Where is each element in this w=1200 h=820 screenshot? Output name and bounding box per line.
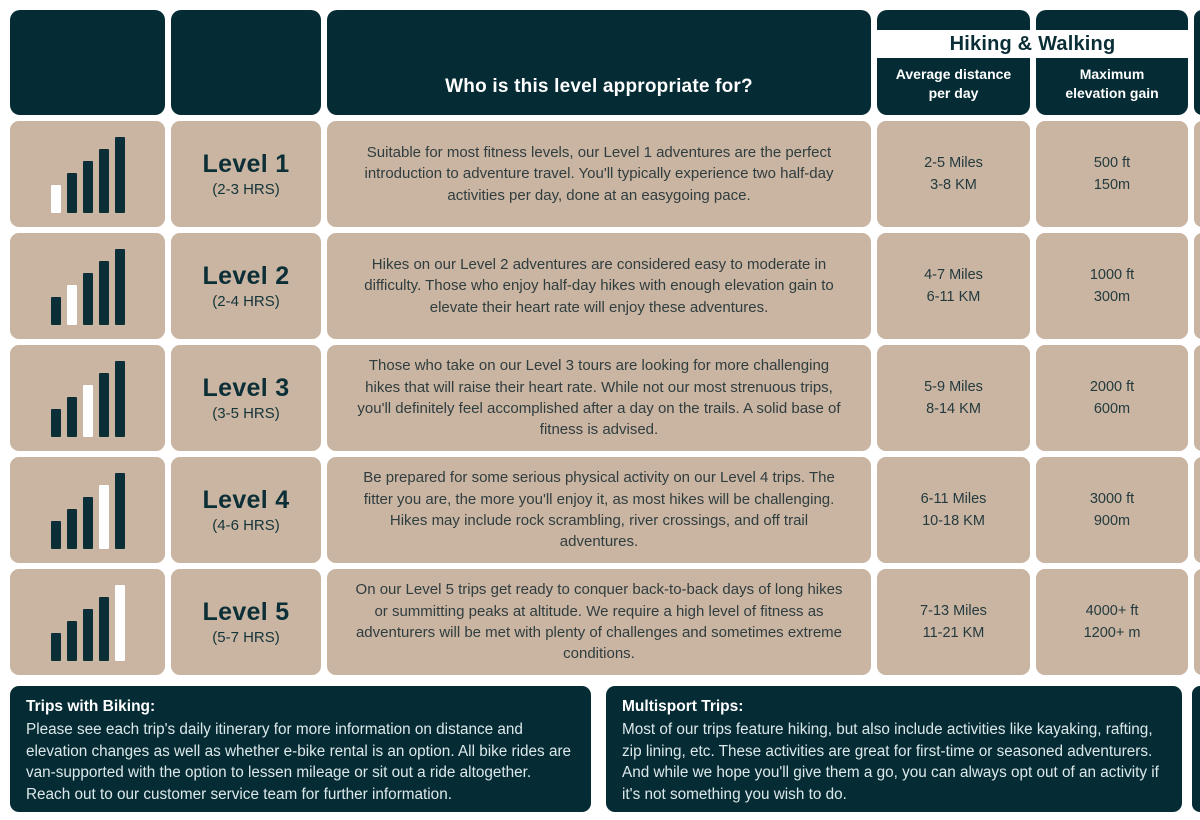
distance-miles: 7-13 Miles <box>920 602 987 619</box>
bar <box>83 609 93 661</box>
level-hours: (2-4 HRS) <box>212 293 280 310</box>
level-label: Level 2 <box>202 262 290 290</box>
bar <box>99 373 109 437</box>
bar <box>83 161 93 213</box>
level-label: Level 5 <box>202 598 290 626</box>
bar <box>115 361 125 437</box>
hiking-walking-group-header <box>877 30 1188 58</box>
level-5-icon-cell <box>10 569 165 675</box>
level-label: Level 3 <box>202 374 290 402</box>
elevation-header-line2: elevation gain <box>1065 85 1159 102</box>
level-label: Level 4 <box>202 486 290 514</box>
difficulty-bars-icon <box>51 471 125 549</box>
level-4-icon-cell <box>10 457 165 563</box>
bar <box>99 261 109 325</box>
level-description: Be prepared for some serious physical activity on our Level 4 trips. The fitter you are, the more you'll enjoy it, as most hikes will be challenging. Hikes may include rock scrambling, river crossings, and off trail adventures. <box>363 469 835 551</box>
level-1-elevation-cell <box>1036 121 1188 227</box>
header-elevation-cell <box>1036 10 1188 115</box>
elevation-ft: 3000 ft <box>1089 490 1135 507</box>
level-hours: (4-6 HRS) <box>212 517 280 534</box>
row-cutoff-column-sliver <box>1194 121 1200 227</box>
level-1-description-cell <box>327 121 871 227</box>
distance-km: 6-11 KM <box>926 289 981 305</box>
bar <box>99 149 109 213</box>
bar <box>51 521 61 549</box>
elevation-m: 600m <box>1093 401 1131 417</box>
distance-miles: 2-5 Miles <box>924 154 983 171</box>
elevation-ft: 500 ft <box>1093 154 1131 171</box>
bar <box>83 273 93 325</box>
multisport-note-box <box>606 686 1182 812</box>
bar <box>115 473 125 549</box>
distance-miles: 5-9 Miles <box>924 378 983 395</box>
multisport-note-body: Most of our trips feature hiking, but also include activities like kayaking, rafting, zip lining, etc. These activities are great for first-time or seasoned adventurers. And while we hope you'll give them a go, you can always opt out of an activity if it's not something you wish to do. <box>622 721 1159 804</box>
bar <box>67 173 77 213</box>
group-header-label: Hiking & Walking <box>949 32 1116 55</box>
row-cutoff-column-sliver <box>1194 457 1200 563</box>
elevation-m: 150m <box>1093 177 1131 193</box>
level-5-elevation-cell <box>1036 569 1188 675</box>
difficulty-bars-icon <box>51 135 125 213</box>
elevation-header-line1: Maximum <box>1079 65 1145 82</box>
bar <box>67 397 77 437</box>
bar <box>67 509 77 549</box>
elevation-m: 1200+ m <box>1083 625 1141 641</box>
bar <box>51 633 61 661</box>
bar <box>51 297 61 325</box>
who-header-label: Who is this level appropriate for? <box>445 76 753 97</box>
elevation-m: 300m <box>1093 289 1131 305</box>
distance-header-line1: Average distance <box>895 65 1012 82</box>
distance-km: 8-14 KM <box>926 401 981 417</box>
level-description: Hikes on our Level 2 adventures are considered easy to moderate in difficulty. Those who enjoy half-day hikes with enough elevation gain to elevate their heart rate will enjoy these adventures. <box>364 256 834 316</box>
highlighted-bar <box>99 485 109 549</box>
level-3-icon-cell <box>10 345 165 451</box>
highlighted-bar <box>67 285 77 325</box>
level-1-label-cell <box>171 121 321 227</box>
level-4-description-cell <box>327 457 871 563</box>
level-label: Level 1 <box>202 150 290 178</box>
row-cutoff-column-sliver <box>1194 345 1200 451</box>
level-3-elevation-cell <box>1036 345 1188 451</box>
row-cutoff-column-sliver <box>1194 569 1200 675</box>
level-1-icon-cell <box>10 121 165 227</box>
level-2-icon-cell <box>10 233 165 339</box>
distance-header-line2: per day <box>928 85 979 102</box>
difficulty-bars-icon <box>51 359 125 437</box>
level-description: On our Level 5 trips get ready to conquer back-to-back days of long hikes or summitting peaks at altitude. We require a high level of fitness as adventurers will be met with plenty of challenges and sometimes extreme conditions. <box>355 581 843 663</box>
level-4-elevation-cell <box>1036 457 1188 563</box>
footer-cutoff-box-sliver <box>1192 686 1200 812</box>
bar <box>51 409 61 437</box>
bar <box>115 249 125 325</box>
level-2-elevation-cell <box>1036 233 1188 339</box>
bar <box>67 621 77 661</box>
level-2-description-cell <box>327 233 871 339</box>
level-1-distance-cell <box>877 121 1030 227</box>
header-distance-cell <box>877 10 1030 115</box>
level-2-label-cell <box>171 233 321 339</box>
highlighted-bar <box>51 185 61 213</box>
biking-note-box <box>10 686 591 812</box>
header-who-cell <box>327 10 871 115</box>
level-4-label-cell <box>171 457 321 563</box>
bar <box>115 137 125 213</box>
highlighted-bar <box>83 385 93 437</box>
level-4-distance-cell <box>877 457 1030 563</box>
bar <box>99 597 109 661</box>
level-3-description-cell <box>327 345 871 451</box>
level-2-distance-cell <box>877 233 1030 339</box>
level-3-label-cell <box>171 345 321 451</box>
biking-note-body: Please see each trip's daily itinerary for more information on distance and elevation changes as well as whether e-bike rental is an option. All bike rides are van-supported with the option to lessen mileage or sit out a ride altogether. Reach out to our customer service team for further information. <box>26 721 572 804</box>
elevation-ft: 4000+ ft <box>1085 602 1139 619</box>
difficulty-bars-icon <box>51 247 125 325</box>
highlighted-bar <box>115 585 125 661</box>
level-hours: (2-3 HRS) <box>212 181 280 198</box>
distance-km: 11-21 KM <box>922 625 985 641</box>
header-cutoff-column-sliver <box>1194 10 1200 115</box>
level-hours: (3-5 HRS) <box>212 405 280 422</box>
elevation-ft: 2000 ft <box>1089 378 1135 395</box>
header-spacer-level-col <box>171 10 321 115</box>
difficulty-levels-table <box>10 10 1200 675</box>
elevation-m: 900m <box>1093 513 1131 529</box>
row-cutoff-column-sliver <box>1194 233 1200 339</box>
level-description: Suitable for most fitness levels, our Level 1 adventures are the perfect introduction to adventure travel. You'll typically experience two half-day activities per day, done at an easygoing pace. <box>364 144 834 204</box>
header-spacer-icon-col <box>10 10 165 115</box>
elevation-ft: 1000 ft <box>1089 266 1135 283</box>
biking-note-title: Trips with Biking: <box>26 698 156 715</box>
distance-miles: 4-7 Miles <box>924 266 983 283</box>
bar <box>83 497 93 549</box>
level-description: Those who take on our Level 3 tours are looking for more challenging hikes that will raise their heart rate. While not our most strenuous trips, you'll definitely feel accomplished after a day on the trails. A solid base of fitness is advised. <box>357 357 841 439</box>
level-hours: (5-7 HRS) <box>212 629 280 646</box>
level-3-distance-cell <box>877 345 1030 451</box>
level-5-distance-cell <box>877 569 1030 675</box>
level-5-description-cell <box>327 569 871 675</box>
distance-km: 10-18 KM <box>922 513 985 529</box>
difficulty-bars-icon <box>51 583 125 661</box>
level-5-label-cell <box>171 569 321 675</box>
distance-km: 3-8 KM <box>930 177 977 193</box>
distance-miles: 6-11 Miles <box>920 490 987 507</box>
footer-notes <box>10 686 1200 812</box>
multisport-note-title: Multisport Trips: <box>622 698 744 715</box>
